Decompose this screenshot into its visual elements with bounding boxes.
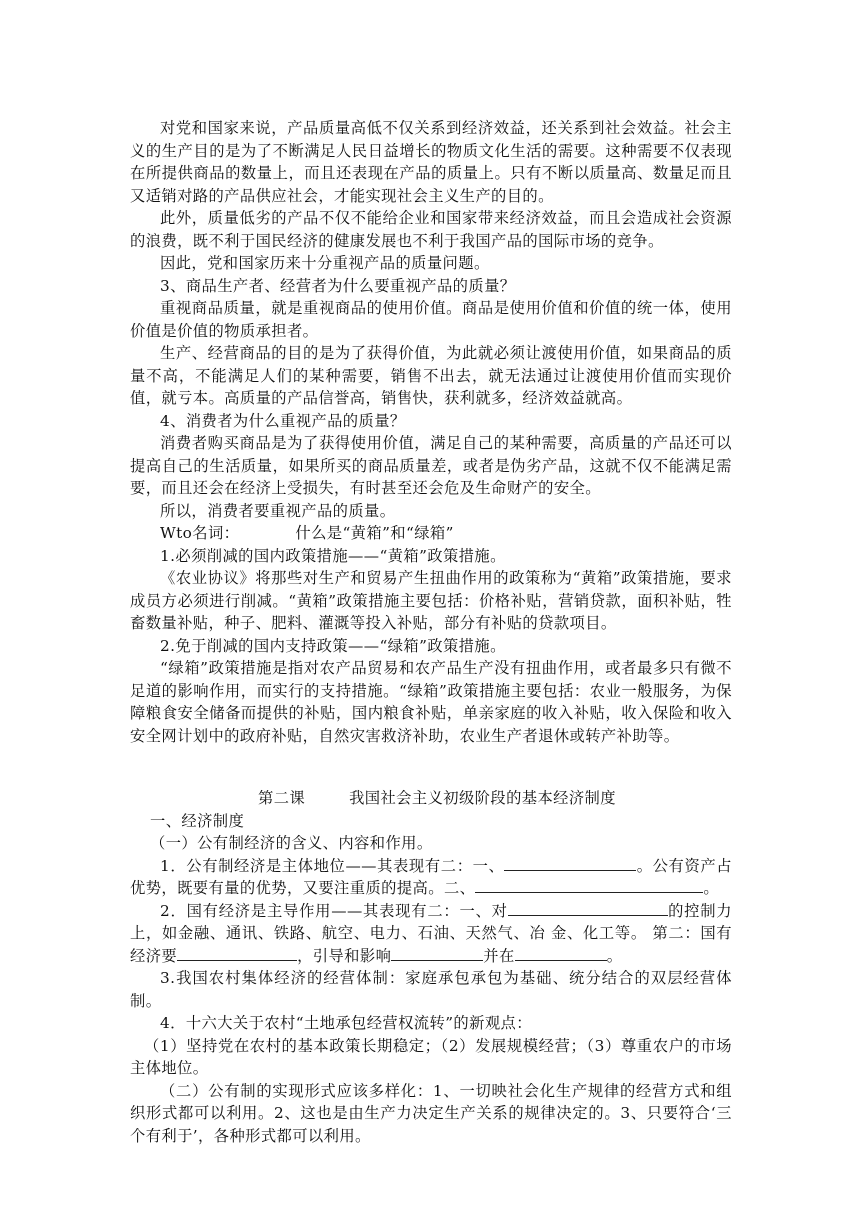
wto-label: Wto名词： [160, 524, 240, 542]
lesson-number: 第二课 [258, 789, 306, 807]
fill-blank [504, 856, 636, 871]
yellow-box-heading: 1.必须削减的国内政策措施——“黄箱”政策措施。 [160, 546, 506, 565]
green-box-heading: 2.免于削减的国内支持政策——“绿箱”政策措施。 [160, 636, 506, 655]
question-4-heading: 4、消费者为什么重视产品的质量？ [160, 411, 406, 430]
wto-term-line [130, 522, 732, 545]
subsection-1-heading: （一）公有制经济的含义、内容和作用。 [150, 834, 433, 852]
paragraph-consumer-purpose: 消费者购买商品是为了获得使用价值，满足自己的某种需要，高质量的产品还可以提高自己的生活质量，如果所买的商品质量差，或者是伪劣产品，这就不仅不能满足需要，而且还会在经济上受损失，有时甚至还会危及生命财产的安全。 [130, 434, 732, 497]
fill-blank [177, 946, 297, 961]
lesson-title [130, 787, 732, 810]
paragraph-social-benefit: 对党和国家来说，产品质量高低不仅关系到经济效益，还关系到社会效益。社会主义的生产目的是为了不断满足人民日益增长的物质文化生活的需要。这种需要不仅表现在所提供商品的数量上，而且还表现在产品的质量上。只有不断以质量高、数量足而且又适销对路的产品供应社会，才能实现社会主义生产的目的。 [130, 119, 732, 205]
item-2: 2．国有经济是主导作用——其表现有二：一、对 的控制力上，如金融、通讯、铁路、航空、电力、石油、天然气、冶 金、化工等。 第二：国有经济要 ，引导和影响 并在 。 [130, 901, 732, 965]
paragraph-resource-waste: 此外，质量低劣的产品不仅不能给企业和国家带来经济效益，而且会造成社会资源的浪费，既不利于国民经济的健康发展也不利于我国产品的国际市场的竞争。 [130, 209, 732, 250]
section-heading: 一、经济制度 [150, 811, 245, 830]
document-page [130, 117, 732, 1147]
item-4-points: （1）坚持党在农村的基本政策长期稳定；（2）发展规模经营；（3）尊重农户的市场主体地位。 [130, 1036, 732, 1077]
yellow-box-body: 《农业协议》将那些对生产和贸易产生扭曲作用的政策称为“黄箱”政策措施，要求成员方必须进行削减。“黄箱”政策措施主要包括：价格补贴，营销贷款，面积补贴，牲畜数量补贴，种子、肥料、灌溉等投入补贴，部分有补贴的贷款项目。 [130, 569, 732, 632]
paragraph-conclusion: 因此，党和国家历来十分重视产品的质量问题。 [160, 254, 490, 272]
fill-blank [391, 946, 483, 961]
question-3-heading: 3、商品生产者、经营者为什么要重视产品的质量？ [160, 276, 516, 295]
paragraph-producer-purpose: 生产、经营商品的目的是为了获得价值，为此就必须让渡使用价值，如果商品的质量不高，不能满足人们的某种需要，销售不出去，就无法通过让渡使用价值而实现价值，就亏本。高质量的产品信誉高，销售快，获利就多，经济效益就高。 [130, 344, 732, 407]
fill-blank [515, 946, 607, 961]
paragraph-consumer-conclusion: 所以，消费者要重视产品的质量。 [160, 501, 396, 520]
green-box-body: “绿箱”政策措施是指对农产品贸易和农产品生产没有扭曲作用，或者最多只有微不足道的影响作用，而实行的支持措施。“绿箱”政策措施主要包括：农业一般服务，为保障粮食安全储备而提供的补贴，国内粮食补贴，单亲家庭的收入补贴，收入保险和收入安全网计划中的政府补贴，自然灾害救济补助，农业生产者退休或转产补助等。 [130, 659, 732, 745]
paragraph-use-value: 重视商品质量，就是重视商品的使用价值。商品是使用价值和价值的统一体，使用价值是价值的物质承担者。 [130, 299, 732, 340]
wto-question: 什么是“黄箱”和“绿箱” [295, 524, 454, 542]
lesson-name: 我国社会主义初级阶段的基本经济制度 [349, 789, 616, 807]
fill-blank [475, 878, 703, 893]
item-4: 4．十六大关于农村“土地承包经营权流转”的新观点： [160, 1014, 532, 1032]
subsection-2: （二）公有制的实现形式应该多样化：1、一切映社会化生产规律的经营方式和组织形式都可以利用。2、这也是由生产力决定生产关系的规律决定的。3、只要符合‘三个有利于’，各种形式都可以利用。 [130, 1081, 732, 1145]
fill-blank [508, 901, 668, 916]
item-3: 3.我国农村集体经济的经营体制：家庭承包承包为基础、统分结合的双层经营体制。 [130, 969, 732, 1010]
item-1: 1．公有制经济是主体地位——其表现有二：一、 。公有资产占优势，既要有量的优势，又要注重质的提高。二、 。 [130, 856, 732, 897]
